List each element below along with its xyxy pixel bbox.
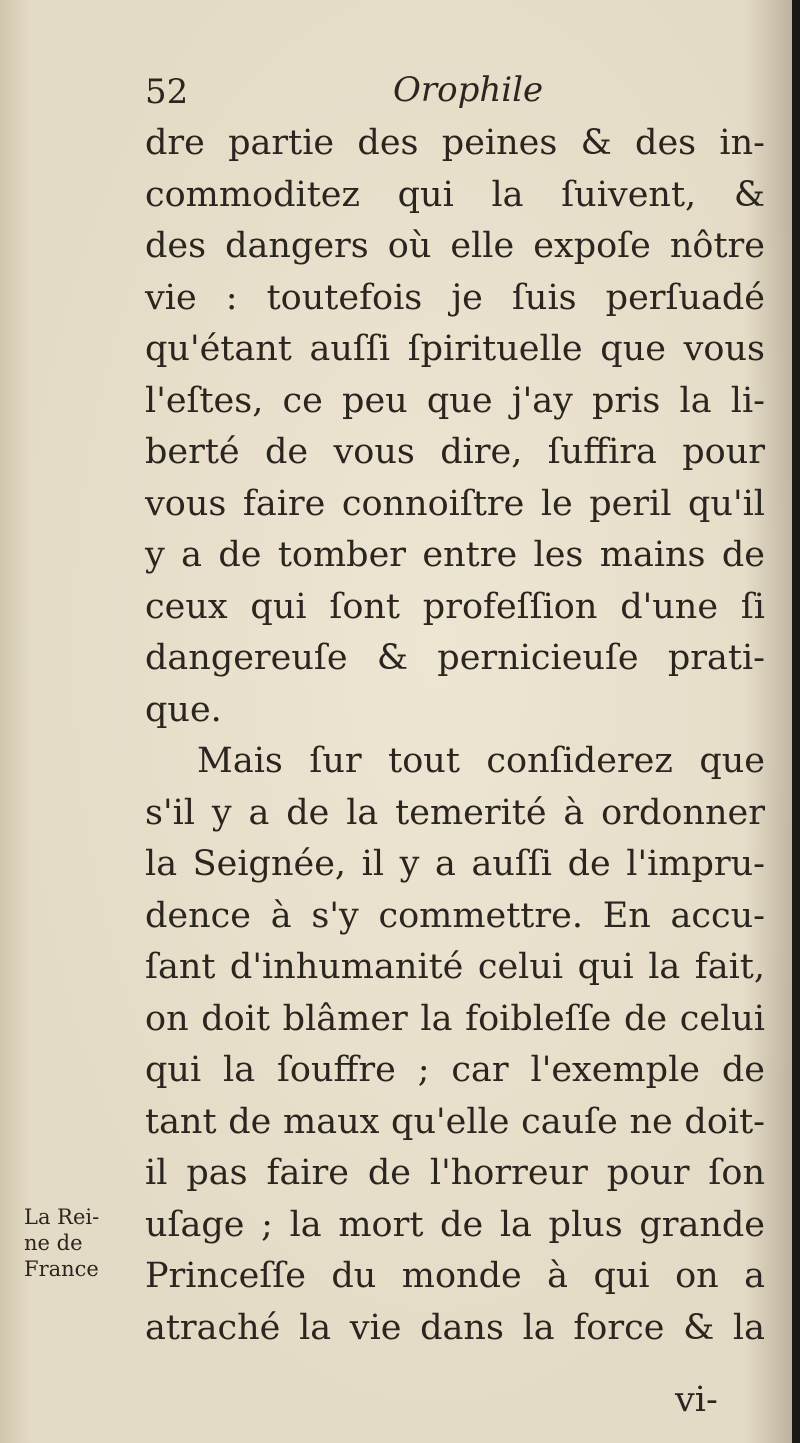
text-line: vous faire connoiſtre le peril qu'il: [145, 483, 765, 524]
text-line: tant de maux qu'elle cauſe ne doit-: [145, 1101, 765, 1142]
text-line: ceux qui ſont profeſſion d'une ſi: [145, 586, 765, 627]
text-line: qu'étant auſſi ſpirituelle que vous: [145, 329, 765, 369]
text-line: dangereuſe & pernicieuſe prati-: [145, 638, 765, 678]
text-line: ſant d'inhumanité celui qui la fait,: [145, 947, 765, 987]
text-line: que.: [145, 689, 222, 730]
text-line: dre partie des peines & des in-: [145, 123, 765, 163]
text-line: dence à s'y commettre. En accu-: [145, 895, 765, 936]
text-line: atraché la vie dans la force & la: [145, 1307, 765, 1348]
catchword: vi-: [675, 1380, 718, 1420]
text-line: s'il y a de la temerité à ordonner: [145, 792, 765, 833]
text-line: qui la ſouffre ; car l'exemple de: [145, 1050, 765, 1090]
margin-note-line: France: [24, 1257, 99, 1281]
text-line: des dangers où elle expoſe nôtre: [145, 226, 765, 266]
text-line: la Seignée, il y a auſſi de l'impru-: [145, 844, 765, 884]
page-header: [145, 72, 745, 120]
text-line: uſage ; la mort de la plus grande: [145, 1204, 765, 1245]
text-line: on doit blâmer la foibleſſe de celui: [145, 998, 765, 1039]
margin-note-line: ne de: [24, 1231, 83, 1255]
text-line: Princeſſe du monde à qui on a: [145, 1256, 765, 1296]
text-line: il pas faire de l'horreur pour ſon: [145, 1153, 765, 1193]
text-line: commoditez qui la ſuivent, &: [145, 174, 765, 215]
running-title: Orophile: [393, 70, 544, 110]
page-edge: [792, 0, 800, 1443]
page-number: 52: [145, 72, 189, 112]
text-line: Mais ſur tout conſiderez que: [197, 741, 765, 781]
body-text: [145, 118, 765, 1354]
text-line: l'eſtes, ce peu que j'ay pris la li-: [145, 380, 765, 421]
margin-note: [24, 1204, 134, 1282]
text-line: vie : toutefois je ſuis perſuadé: [145, 277, 765, 318]
margin-note-line: La Rei-: [24, 1205, 100, 1229]
text-line: y a de tomber entre les mains de: [145, 535, 765, 575]
text-line: berté de vous dire, ſuffira pour: [145, 432, 765, 472]
